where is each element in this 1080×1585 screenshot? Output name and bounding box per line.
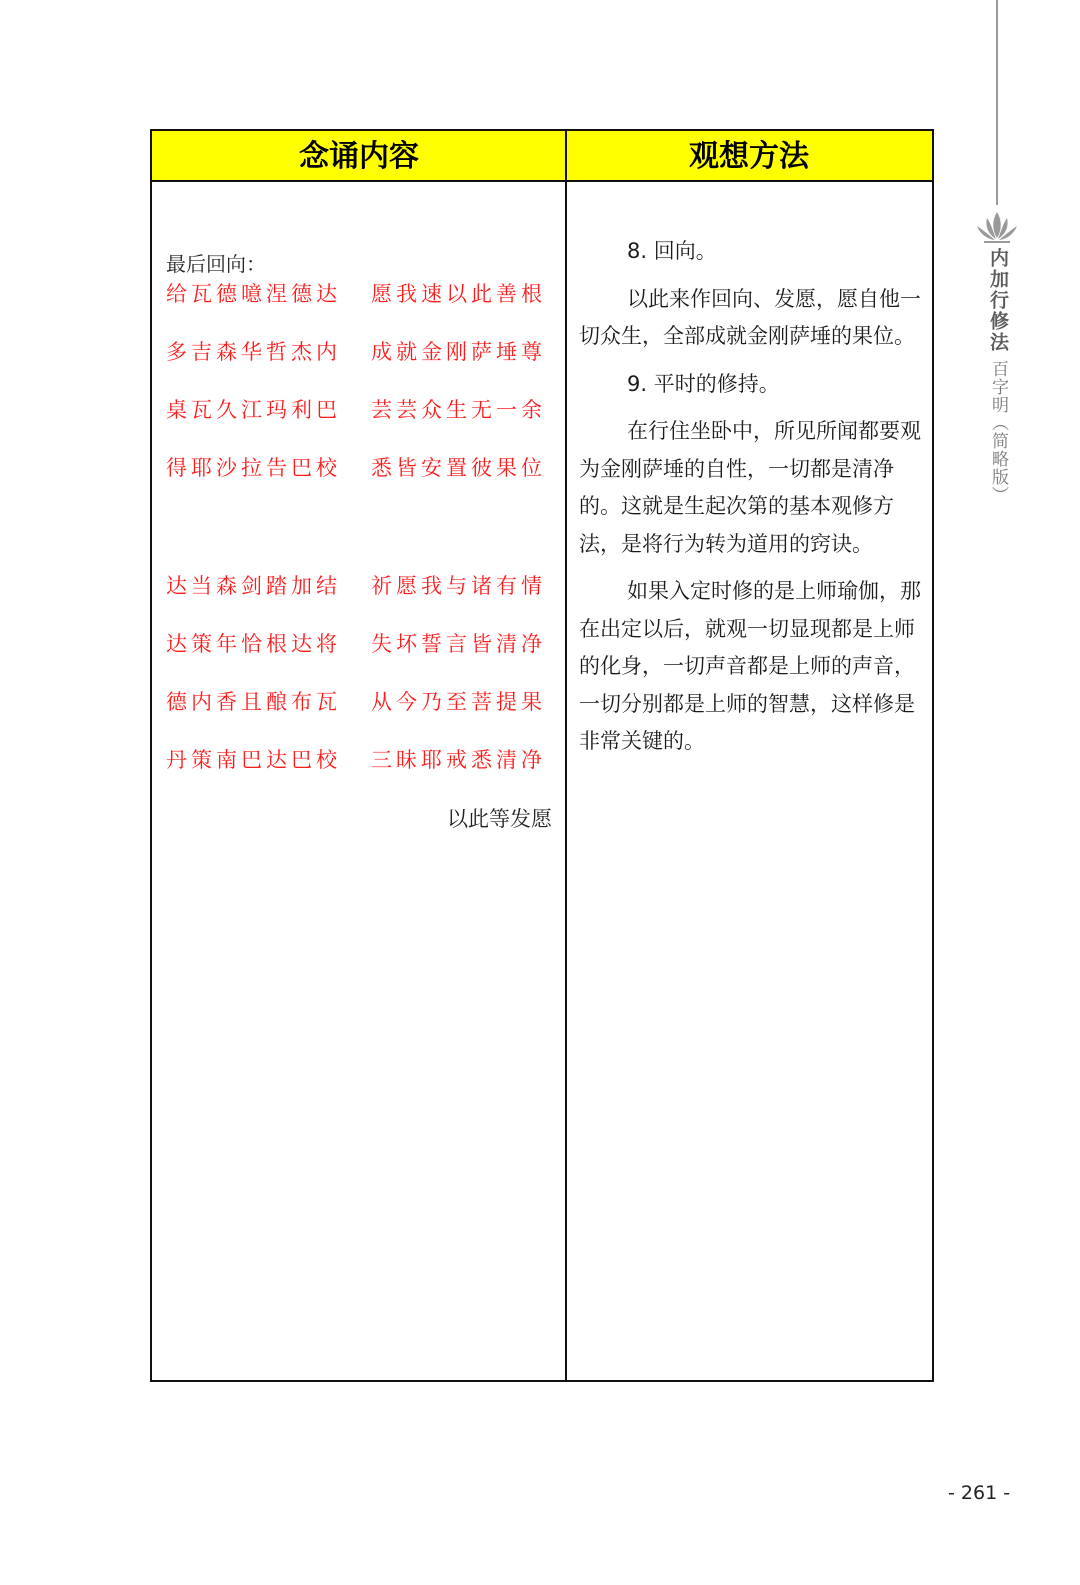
verse-chinese: 成就金刚萨埵尊 — [371, 340, 546, 364]
verse-tibetan: 得耶沙拉告巴校 — [166, 456, 341, 480]
verse-chinese: 祈愿我与诸有情 — [371, 574, 546, 598]
verse-tibetan: 德内香且酿布瓦 — [166, 690, 341, 714]
column-divider — [565, 131, 567, 1380]
verse-tibetan: 桌瓦久江玛利巴 — [166, 398, 341, 422]
side-title: 内加行修法 — [987, 248, 1009, 353]
dedication-intro: 最后回向： — [166, 252, 266, 276]
side-subtitle: 百字明（简略版） — [988, 360, 1008, 504]
verse-line — [166, 629, 556, 687]
verse-tibetan: 丹策南巴达巴校 — [166, 748, 341, 772]
page-number: - 261 - — [948, 1482, 1011, 1504]
section-heading-daily-practice: 9. 平时的修持。 — [627, 371, 780, 396]
header-visualization: 观想方法 — [566, 131, 932, 182]
verse-chinese: 三昧耶戒悉清净 — [371, 748, 546, 772]
verse-line — [166, 337, 556, 395]
verse-group-gap — [166, 511, 556, 571]
side-rule — [996, 0, 998, 205]
closing-line: 以此等发愿 — [447, 807, 552, 831]
header-recitation: 念诵内容 — [152, 131, 566, 182]
lotus-icon — [974, 210, 1020, 244]
verse-chinese: 失坏誓言皆清净 — [371, 632, 546, 656]
paragraph-daily-practice: 在行住坐卧中，所见所闻都要观为金刚萨埵的自性，一切都是清净的。这就是生起次第的基本观修方法，是将行为转为道用的窍诀。 — [579, 419, 921, 556]
paragraph-dedication: 以此来作回向、发愿，愿自他一切众生，全部成就金刚萨埵的果位。 — [579, 286, 921, 348]
verse-line — [166, 279, 556, 337]
verse-tibetan: 给瓦德噫涅德达 — [166, 282, 341, 306]
verse-chinese: 从今乃至菩提果 — [371, 690, 546, 714]
recitation-column — [166, 249, 556, 833]
verse-tibetan: 达当森剑踏加结 — [166, 574, 341, 598]
verse-tibetan: 达策年恰根达将 — [166, 632, 341, 656]
verse-line — [166, 453, 556, 511]
visualization-column — [579, 233, 929, 771]
verse-line — [166, 745, 556, 803]
verse-line — [166, 687, 556, 745]
verse-chinese: 愿我速以此善根 — [371, 282, 546, 306]
verse-line — [166, 571, 556, 629]
paragraph-guru-yoga: 如果入定时修的是上师瑜伽，那在出定以后，就观一切显现都是上师的化身，一切声音都是上师的声音，一切分别都是上师的智慧，这样修是非常关键的。 — [579, 579, 921, 753]
verse-chinese: 芸芸众生无一余 — [371, 398, 546, 422]
content-table — [150, 129, 934, 1382]
verse-line — [166, 395, 556, 453]
section-heading-dedication: 8. 回向。 — [627, 239, 717, 263]
verse-chinese: 悉皆安置彼果位 — [371, 456, 546, 480]
verse-tibetan: 多吉森华哲杰内 — [166, 340, 341, 364]
